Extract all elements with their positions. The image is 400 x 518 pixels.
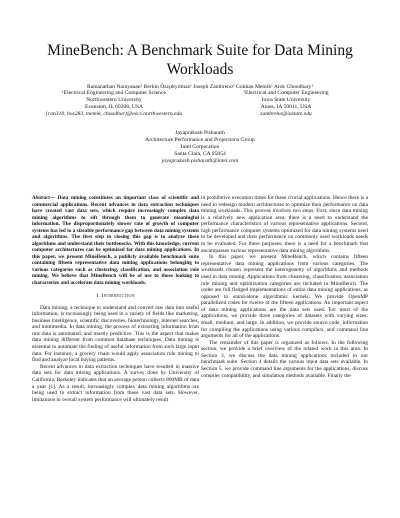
abstract-lead: Abstract [32, 195, 50, 201]
affiliation-institution: Iowa State University [261, 96, 311, 103]
section-heading-introduction: I. Introduction [96, 293, 135, 299]
affiliations [28, 90, 372, 130]
left-column [32, 195, 199, 403]
intro-paragraph-4: In this paper, we present MineBench, which contains fifteen representative data mining applications from various categories. The workloads chosen represent the heterogeneity of algorithms and methods used in data mining. Applications from clustering, classification, association rule mining and optimization categories are included in MineBench. The codes are full fledged implementations of entire data mining applications, as opposed to stand-alone algorithmic kernels. We provide OpenMP parallelized codes for twelve of the fifteen applications. An important aspect of data mining applications are the data sets used. For most of the applications, we provide three categories of datasets with varying sizes: small, medium, and large. In addition, we provide source code, information for compiling the applications using various compilers, and command line arguments for all of the applications. [201, 254, 368, 340]
abstract [32, 195, 199, 286]
affiliation-address: Evanston, IL 60208, USA [84, 103, 144, 110]
third-author-email: jayaprakash.pisharath@intel.com [161, 157, 239, 164]
third-author-dept: Architecture Performance and Projections Group [145, 136, 255, 143]
intro-paragraph-1: Data mining, a technique to understand and convert raw data into useful information, is increasingly being used in a variety of fields like marketing, business intelligence, scientific discoveries, biotechnology, internet searches, and multimedia. In data mining, the process of extracting information from raw data is automated, and mostly predictive. This is the aspect that makes data mining different from common database techniques. Data mining is essential to automate the finding of useful information from such large input data. For instance, a grocery chain would apply association rule mining to find and analyze local buying patterns. [32, 304, 199, 364]
affiliation-iowa-state [200, 90, 372, 118]
third-author-institution: Intel Corporation [180, 143, 220, 150]
affiliation-email: zambreno@iastate.edu [260, 110, 312, 117]
affiliation-northwestern [28, 90, 200, 118]
abstract-text: — Data mining constitutes an important class of scientific and commercial applications. Recent advances in data extraction techniques have created vast data sets, which require increasingly complex data mining algorithms to sift through them to generate meaningful information. The disproportionately slower rate of growth of computer systems has led to a sizeable performance gap between data mining systems and algorithms. The first step in closing this gap is to analyze these algorithms and understand their bottlenecks. With this knowledge, current computer architectures can be optimized for data mining applications. In this paper, we present MineBench, a publicly available benchmark suite containing fifteen representative data mining applications belonging to various categories such as clustering, classification, and association rule mining. We believe that MineBench will be of use to those looking to characterize and accelerate data mining workloads. [32, 195, 199, 286]
third-author-block [20, 130, 380, 165]
third-author-name: Jayaprakash Pisharath [175, 130, 225, 136]
intro-paragraph-3: in prohibitive execution times for these crucial applications. Hence there is a need to redesign modern architectures to optimize their performance on data mining workloads. This process involves two steps. First, since data mining is a relatively new application area, there is a need to understand the performance characteristics of various representative applications. Second, high performance computer systems optimized for data mining systems need to be developed and their performance on commonly used workloads needs to be evaluated. For these purposes, there is a need for a benchmark that encompasses various representative data mining algorithms. [201, 195, 368, 254]
affiliation-email: {ran310, boz283, memik, choudhar}@eecs.northwestern.edu [45, 110, 183, 117]
paper-title: MineBench: A Benchmark Suite for Data Mining Workloads [47, 42, 353, 78]
intro-paragraph-5: The remainder of this paper is organized as follows. In the following section, we provide a brief overview of the related work in this area. In Section 3, we discuss the data mining applications included in our benchmark suite. Section 4 details the various input data sets available. In Section 5, we provide command line arguments for the applications, discuss compiler compatibility, and simulation methods available. Finally the [201, 339, 368, 379]
intro-paragraph-2: Recent advances in data extraction techniques have resulted in massive data sets for data mining applications. A survey done by University of California, Berkeley indicates that an average person collects 800MB of data a year [1]. As a result, increasingly complex data mining algorithms are being used to extract information from these vast data sets. However, limitations in overall system performance will ultimately result [32, 363, 199, 403]
third-author-address: Santa Clara, CA 95054 [174, 150, 226, 157]
affiliation-address: Ames, IA 50011, USA [260, 103, 312, 110]
author-list: Ramanathan Narayanan¹ Berkin Özışıkyılmaz¹ Joseph Zambreno² Gokhan Memik¹ Alok Choudhary¹ [86, 84, 314, 90]
affiliation-institution: Northwestern University [86, 96, 142, 103]
right-column [201, 195, 368, 379]
affiliation-dept: ¹Electrical Engineering and Computer Science [62, 90, 166, 96]
affiliation-dept: ²Electrical and Computer Engineering [243, 90, 329, 96]
